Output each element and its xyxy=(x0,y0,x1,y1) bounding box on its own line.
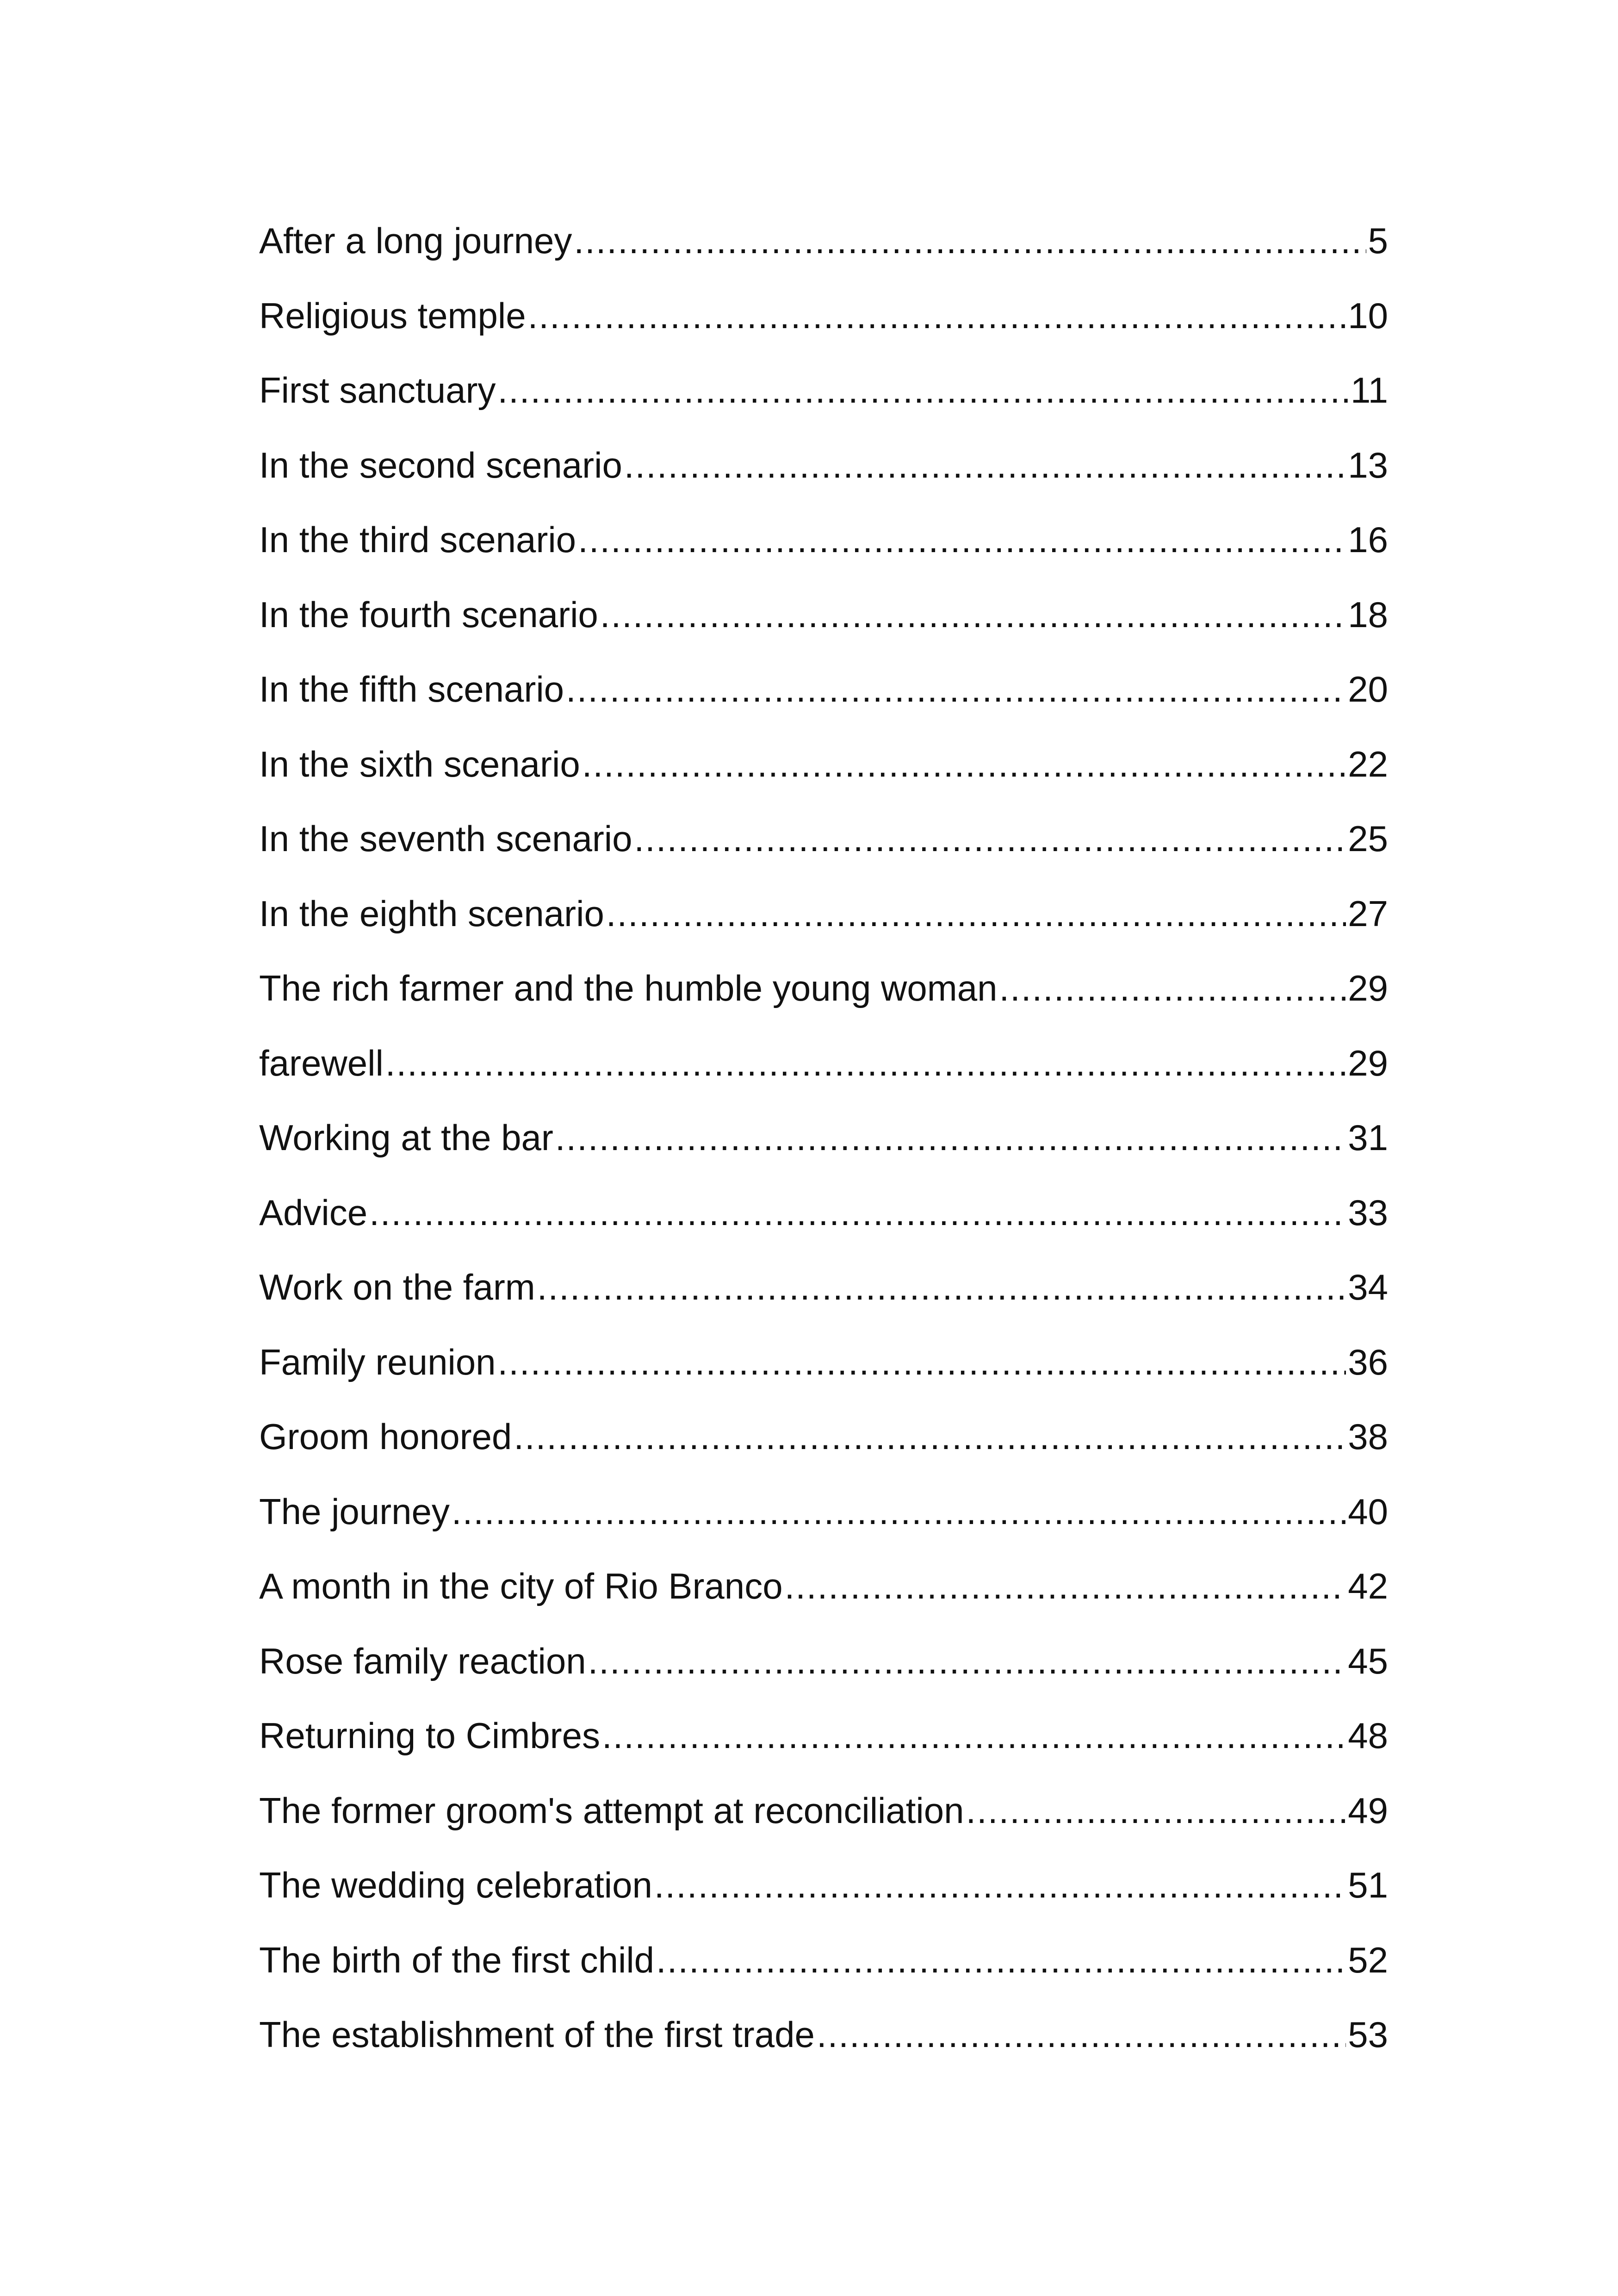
toc-entry xyxy=(259,204,1388,279)
toc-entry-page: 52 xyxy=(1348,1939,1388,1980)
toc-entry-title: In the fifth scenario xyxy=(259,669,564,709)
toc-entry-title: In the second scenario xyxy=(259,444,622,485)
toc-entry xyxy=(259,279,1388,354)
toc-entry-title: farewell xyxy=(259,1042,384,1083)
toc-entry xyxy=(259,1400,1388,1475)
toc-entry-page: 36 xyxy=(1348,1341,1388,1382)
toc-dot-leader xyxy=(600,578,1346,653)
table-of-contents xyxy=(259,204,1388,2072)
toc-entry xyxy=(259,1026,1388,1101)
toc-entry-page: 29 xyxy=(1348,968,1388,1008)
toc-entry-title: The wedding celebration xyxy=(259,1865,652,1905)
toc-dot-leader xyxy=(999,951,1346,1026)
toc-entry xyxy=(259,652,1388,727)
toc-dot-leader xyxy=(578,503,1346,578)
toc-dot-leader xyxy=(602,1699,1346,1773)
toc-entry-title: Groom honored xyxy=(259,1416,512,1457)
toc-dot-leader xyxy=(514,1400,1346,1475)
toc-entry xyxy=(259,1475,1388,1549)
toc-entry-page: 34 xyxy=(1348,1267,1388,1307)
toc-entry xyxy=(259,1997,1388,2072)
toc-entry-title: In the seventh scenario xyxy=(259,818,632,859)
toc-entry-title: Family reunion xyxy=(259,1341,496,1382)
toc-entry-page: 53 xyxy=(1348,2014,1388,2055)
toc-entry-title: Advice xyxy=(259,1192,368,1233)
toc-entry-title: The establishment of the first trade xyxy=(259,2014,815,2055)
toc-dot-leader xyxy=(528,279,1346,354)
toc-entry-title: A month in the city of Rio Branco xyxy=(259,1566,783,1606)
toc-entry-page: 40 xyxy=(1348,1491,1388,1532)
toc-entry-page: 29 xyxy=(1348,1042,1388,1083)
toc-dot-leader xyxy=(966,1773,1346,1848)
toc-entry-page: 33 xyxy=(1348,1192,1388,1233)
toc-entry xyxy=(259,428,1388,503)
toc-entry xyxy=(259,727,1388,802)
toc-entry-page: 10 xyxy=(1348,295,1388,336)
toc-entry-title: After a long journey xyxy=(259,220,572,261)
toc-entry-title: In the fourth scenario xyxy=(259,594,598,635)
toc-entry-page: 20 xyxy=(1348,669,1388,709)
toc-entry-title: In the eighth scenario xyxy=(259,893,604,934)
toc-dot-leader xyxy=(555,1101,1346,1176)
toc-entry-page: 48 xyxy=(1348,1715,1388,1756)
toc-dot-leader xyxy=(574,204,1366,279)
toc-entry-page: 38 xyxy=(1348,1416,1388,1457)
toc-dot-leader xyxy=(385,1026,1346,1101)
toc-entry xyxy=(259,1624,1388,1699)
toc-entry xyxy=(259,951,1388,1026)
toc-entry xyxy=(259,1101,1388,1176)
toc-entry-page: 27 xyxy=(1348,893,1388,934)
toc-dot-leader xyxy=(498,1325,1346,1400)
toc-entry-title: In the sixth scenario xyxy=(259,743,580,784)
toc-dot-leader xyxy=(817,1997,1346,2072)
toc-entry-page: 11 xyxy=(1351,370,1388,411)
toc-dot-leader xyxy=(588,1624,1346,1699)
toc-entry xyxy=(259,1699,1388,1773)
toc-entry xyxy=(259,1250,1388,1325)
toc-entry-title: Returning to Cimbres xyxy=(259,1715,600,1756)
toc-entry-page: 18 xyxy=(1348,594,1388,635)
toc-entry-page: 13 xyxy=(1348,444,1388,485)
toc-entry-page: 31 xyxy=(1348,1117,1388,1158)
toc-dot-leader xyxy=(634,802,1346,877)
toc-dot-leader xyxy=(452,1475,1346,1549)
toc-entry-page: 5 xyxy=(1368,220,1388,261)
toc-entry xyxy=(259,503,1388,578)
toc-entry xyxy=(259,1923,1388,1998)
toc-dot-leader xyxy=(537,1250,1346,1325)
toc-dot-leader xyxy=(582,727,1346,802)
toc-entry-page: 51 xyxy=(1348,1865,1388,1905)
toc-entry-title: Working at the bar xyxy=(259,1117,553,1158)
toc-dot-leader xyxy=(497,353,1349,428)
toc-entry-title: The rich farmer and the humble young woman xyxy=(259,968,998,1008)
toc-entry-title: Rose family reaction xyxy=(259,1640,586,1681)
toc-dot-leader xyxy=(606,877,1346,952)
toc-entry-title: In the third scenario xyxy=(259,519,577,560)
toc-entry-title: First sanctuary xyxy=(259,370,496,411)
toc-entry-title: Work on the farm xyxy=(259,1267,535,1307)
toc-entry xyxy=(259,578,1388,653)
toc-entry-title: The former groom's attempt at reconciliation xyxy=(259,1790,964,1831)
toc-dot-leader xyxy=(624,428,1346,503)
toc-dot-leader xyxy=(785,1549,1346,1624)
toc-entry-page: 25 xyxy=(1348,818,1388,859)
toc-entry-page: 22 xyxy=(1348,743,1388,784)
toc-entry xyxy=(259,802,1388,877)
toc-entry-page: 42 xyxy=(1348,1566,1388,1606)
toc-entry-page: 16 xyxy=(1348,519,1388,560)
toc-entry-page: 49 xyxy=(1348,1790,1388,1831)
toc-entry-title: The journey xyxy=(259,1491,450,1532)
toc-entry-title: Religious temple xyxy=(259,295,526,336)
toc-entry xyxy=(259,1549,1388,1624)
toc-entry-page: 45 xyxy=(1348,1640,1388,1681)
toc-entry xyxy=(259,1773,1388,1848)
toc-dot-leader xyxy=(566,652,1346,727)
toc-entry-title: The birth of the first child xyxy=(259,1939,655,1980)
toc-entry xyxy=(259,877,1388,952)
toc-dot-leader xyxy=(369,1176,1346,1251)
toc-entry xyxy=(259,353,1388,428)
toc-entry xyxy=(259,1176,1388,1251)
toc-entry xyxy=(259,1325,1388,1400)
toc-dot-leader xyxy=(654,1848,1346,1923)
toc-entry xyxy=(259,1848,1388,1923)
toc-dot-leader xyxy=(656,1923,1346,1998)
